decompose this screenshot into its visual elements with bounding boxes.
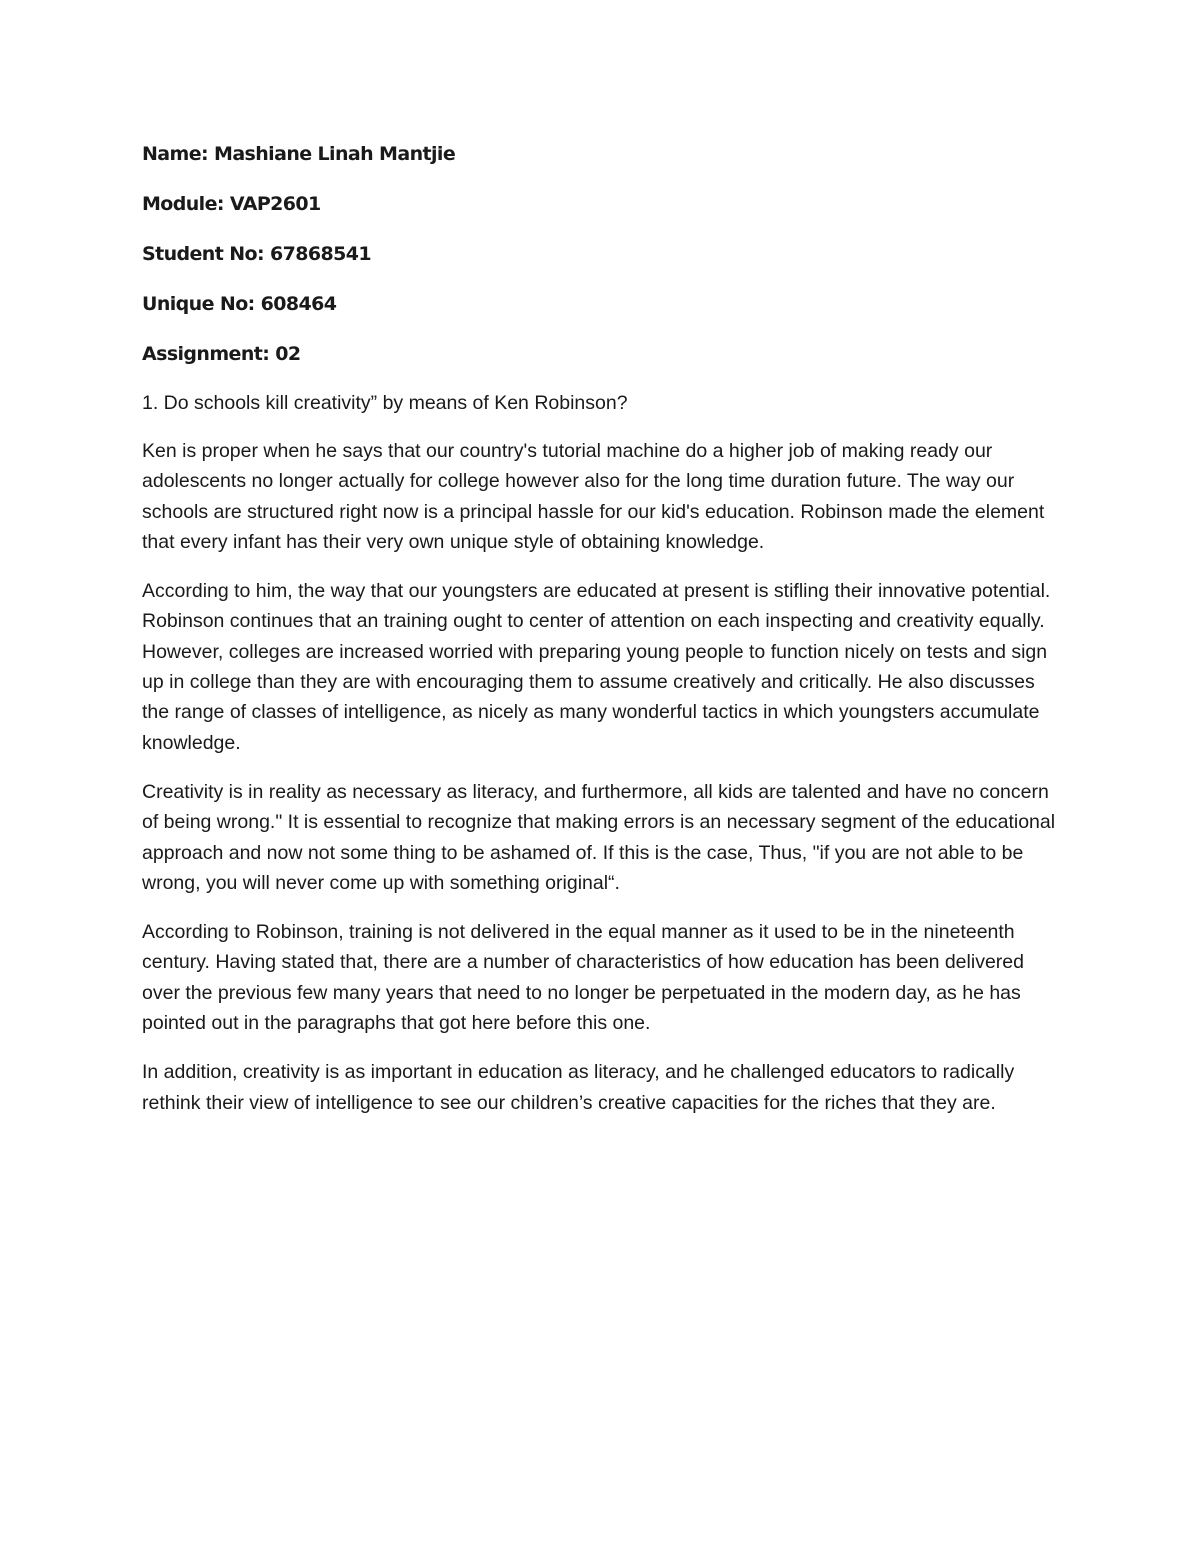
- document-page: [142, 138, 1067, 1137]
- paragraph-1: Ken is proper when he says that our country's tutorial machine do a higher job of making ready our adolescents no longer actually for college however also for the long time duration future. The way our schools are structured right now is a principal hassle for our kid's education. Robinson made the element that every infant has their very own unique style of obtaining knowledge.: [142, 440, 1045, 553]
- paragraph-2: According to him, the way that our youngsters are educated at present is stifling their innovative potential. Robinson continues that an training ought to center of attention on each inspecting and creativity equally. However, colleges are increased worried with preparing young people to function nicely on tests and sign up in college than they are with encouraging them to assume creatively and critically. He also discusses the range of classes of intelligence, as nicely as many wonderful tactics in which youngsters accumulate knowledge.: [142, 580, 1051, 754]
- student-name: Name: Mashiane Linah Mantjie: [142, 143, 456, 165]
- paragraph-3: Creativity is in reality as necessary as literacy, and furthermore, all kids are talented and have no concern of being wrong." It is essential to recognize that making errors is an necessary segment of the educational approach and now not some thing to be ashamed of. If this is the case, Thus, "if you are not able to be wrong, you will never come up with something original“.: [142, 780, 1056, 894]
- module-code: Module: VAP2601: [142, 193, 321, 215]
- assignment-number: Assignment: 02: [142, 343, 301, 365]
- student-number: Student No: 67868541: [142, 243, 371, 265]
- unique-number: Unique No: 608464: [142, 293, 337, 315]
- paragraph-5: In addition, creativity is as important in education as literacy, and he challenged educators to radically rethink their view of intelligence to see our children’s creative capacities for the riches that they are.: [142, 1061, 1015, 1114]
- paragraph-4: According to Robinson, training is not delivered in the equal manner as it used to be in the nineteenth century. Having stated that, there are a number of characteristics of how education has been delivered over the previous few many years that need to no longer be perpetuated in the modern day, as he has pointed out in the paragraphs that got here before this one.: [142, 921, 1024, 1035]
- question-heading: 1. Do schools kill creativity” by means of Ken Robinson?: [142, 392, 628, 414]
